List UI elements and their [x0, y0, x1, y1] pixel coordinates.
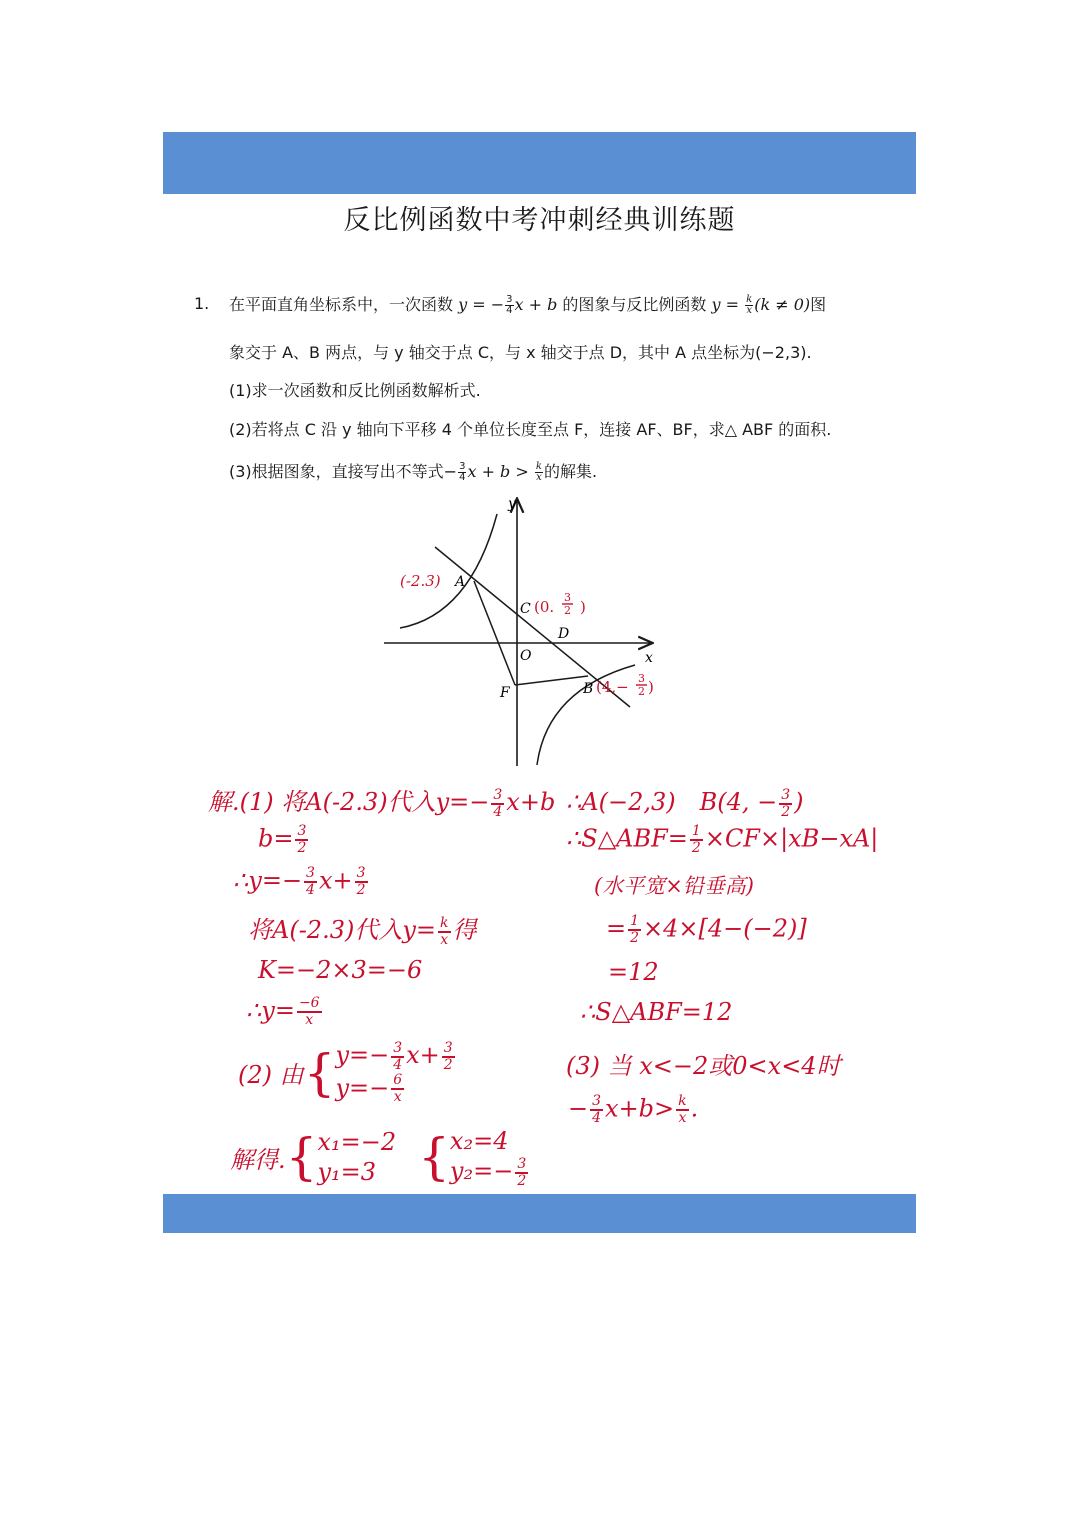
sr1-frac [779, 788, 792, 820]
question-line-5 [229, 459, 597, 483]
point-F-label: F [500, 685, 510, 701]
solution-right-step-6: ∴S△ABF=12 [580, 998, 733, 1026]
sl7-eq2-frac [391, 1073, 404, 1105]
sl7-eq1-num-1: 3 [393, 1039, 403, 1056]
q5-frac-2 [535, 462, 543, 483]
sl7-eq1-a: y=− [335, 1041, 390, 1069]
q5-frac-1 [458, 462, 466, 483]
question-line-4: (2)若将点 C 沿 y 轴向下平移 4 个单位长度至点 F，连接 AF、BF，求△ ABF 的面积. [229, 420, 832, 439]
sl4-frac [438, 916, 450, 948]
sl4-num: k [440, 914, 449, 931]
solution-2-system [238, 1040, 457, 1105]
point-C-label: C [520, 601, 531, 617]
sl4-a: 将A(-2.3)代入y= [248, 916, 437, 944]
x-axis-label: x [645, 650, 653, 666]
q1-text-c: 图 [810, 295, 827, 314]
sl3-den-1: 4 [306, 882, 315, 898]
point-C-coord-num: 3 [564, 591, 571, 604]
solution-right-step-2 [566, 824, 878, 856]
point-B-coord-den: 2 [638, 685, 645, 698]
sr4-b: ×4×[4−(−2)] [643, 914, 807, 943]
footer-band [163, 1194, 916, 1233]
sl7-eq-2 [335, 1073, 456, 1106]
q5-text-c: 的解集. [543, 462, 598, 481]
point-C-coord-den: 2 [564, 604, 571, 617]
question-line-1 [229, 292, 826, 316]
sr2-b: ×CF×|xB−xA| [704, 824, 879, 853]
sl1-b: x+b [506, 788, 556, 816]
sr8-b: x+b> [605, 1094, 675, 1123]
q1-eq1b: x + b [514, 295, 558, 314]
origin-label: O [520, 648, 532, 664]
point-D-label: D [558, 626, 570, 642]
sl4-den: x [440, 931, 449, 948]
solution-1-step-6 [246, 996, 324, 1028]
sl8-y2-den: 2 [517, 1172, 527, 1189]
sl8-y2-num: 3 [517, 1155, 527, 1172]
q1-eq2b: (k ≠ 0) [754, 295, 811, 314]
sr8-num-1: 3 [592, 1093, 602, 1109]
q1-frac-2-num: k [746, 294, 753, 305]
solution-2-roots [230, 1126, 530, 1189]
hyperbola-branch-upper [400, 514, 497, 628]
q1-frac-1-num: 3 [506, 294, 513, 305]
sl8-x1: x₁=−2 [317, 1128, 397, 1157]
question-line-3: (1)求一次函数和反比例函数解析式. [229, 381, 481, 400]
sl2-num: 3 [297, 823, 307, 839]
point-C-coord-a: (0. [534, 598, 555, 616]
sl7-eq1-frac-1 [391, 1041, 404, 1073]
sl6-a: ∴y= [246, 996, 295, 1025]
q5-text-b: x + b > [467, 462, 534, 481]
sl3-b: x+ [318, 866, 353, 895]
solution-right-step-5: =12 [608, 958, 659, 986]
page-title: 反比例函数中考冲刺经典训练题 [343, 205, 736, 236]
sr8-frac-1 [590, 1094, 603, 1126]
sl7-eq2-a: y=− [335, 1073, 390, 1102]
sr1-a: ∴A(−2,3) B(4, − [566, 788, 778, 816]
sl3-frac-2 [355, 866, 368, 898]
sl8-a: 解得. [230, 1145, 286, 1174]
q1-frac-2 [745, 295, 753, 316]
solution-1-step-4 [248, 910, 477, 948]
solution-1-step-5: K=−2×3=−6 [258, 956, 423, 984]
sl2-a: b= [258, 824, 294, 853]
sr2-a: ∴S△ABF= [566, 824, 688, 853]
sl7-eq1-den-1: 4 [393, 1056, 403, 1073]
sl7-eq2-den: x [393, 1089, 402, 1105]
point-A-coord: (-2.3) [400, 572, 441, 590]
sl7-eq-1 [335, 1040, 456, 1073]
point-B-coord-a: (4,− [596, 678, 629, 696]
sr2-frac [690, 824, 703, 856]
q5-frac-1-den: 4 [459, 472, 466, 483]
sr2-num: 1 [691, 823, 701, 839]
sl7-eq1-num-2: 3 [443, 1039, 453, 1056]
q5-frac-2-num: k [535, 461, 542, 472]
solution-1-step-1 [208, 782, 555, 820]
sr8-den-1: 4 [592, 1110, 602, 1126]
sl1-frac [491, 788, 504, 820]
sl8-y2-frac [515, 1157, 528, 1189]
sl6-frac [297, 996, 322, 1028]
sr1-b: ) [794, 788, 804, 816]
q1-eq1a: y = − [458, 295, 505, 314]
sl7-eq1-den-2: 2 [443, 1056, 453, 1073]
question-number: 1. [194, 294, 210, 313]
sr8-den-2: x [678, 1110, 687, 1126]
solution-right-step-1 [566, 782, 804, 820]
sl8-y2-a: y₂=− [449, 1157, 514, 1185]
sl7-eq1-frac-2 [442, 1041, 455, 1073]
q5-text-a: (3)根据图象，直接写出不等式− [229, 462, 458, 481]
solution-1-step-2 [258, 824, 310, 856]
point-B-coord-b: ) [648, 678, 654, 696]
sr4-num: 1 [630, 913, 640, 929]
function-graph [375, 492, 665, 772]
sr8-num-2: k [678, 1093, 687, 1109]
point-C-coord-b: ) [580, 598, 586, 616]
sl6-den: x [305, 1012, 314, 1028]
sl4-b: 得 [452, 916, 477, 944]
sl7-brace: { [303, 1043, 336, 1102]
sl8-system-2 [450, 1126, 530, 1189]
sl8-x2: x₂=4 [449, 1127, 509, 1155]
q1-text-a: 在平面直角坐标系中，一次函数 [229, 295, 459, 314]
sl7-system [335, 1040, 456, 1105]
solution-3-inequality [568, 1094, 698, 1126]
sl8-brace-2: { [418, 1128, 450, 1187]
sl3-a: ∴y=− [233, 866, 303, 895]
sl2-frac [295, 824, 308, 856]
solution-1-step-3 [233, 866, 370, 898]
sr4-den: 2 [630, 930, 640, 946]
sr8-frac-2 [676, 1094, 688, 1126]
point-A-label: A [455, 574, 466, 590]
sl1-den: 4 [493, 803, 503, 820]
q1-frac-1 [505, 295, 513, 316]
sl3-num-1: 3 [306, 865, 315, 881]
q1-eq2a: y = [711, 295, 745, 314]
header-band [163, 132, 916, 194]
sr4-frac [628, 914, 641, 946]
point-B-coord-num: 3 [638, 672, 645, 685]
sl3-frac-1 [304, 866, 317, 898]
sr1-den: 2 [781, 803, 791, 820]
sl2-den: 2 [297, 840, 307, 856]
sl7-eq1-b: x+ [406, 1041, 440, 1069]
q5-frac-1-num: 3 [459, 461, 466, 472]
q5-frac-2-den: x [536, 472, 542, 483]
sl8-y2 [450, 1156, 530, 1189]
sr8-c: . [690, 1094, 699, 1123]
sl8-brace-1: { [285, 1128, 318, 1187]
sr4-a: = [606, 914, 627, 943]
sl7-eq2-num: 6 [393, 1072, 403, 1088]
point-B-label: B [583, 681, 594, 697]
sl6-num: −6 [298, 995, 320, 1011]
sr8-a: − [568, 1094, 589, 1123]
sr1-num: 3 [781, 786, 791, 803]
sl7-a: (2) 由 [238, 1061, 304, 1089]
sl1-num: 3 [493, 786, 503, 803]
sl8-y1: y₁=3 [317, 1158, 377, 1187]
q1-frac-1-den: 4 [506, 305, 513, 316]
sl1-a: 解.(1) 将A(-2.3)代入y=− [208, 788, 490, 816]
solution-right-step-3: (水平宽×铅垂高) [594, 874, 754, 898]
sl3-num-2: 3 [356, 865, 366, 881]
solution-3-condition: (3) 当 x<−2或0<x<4时 [566, 1052, 841, 1080]
y-axis-label: y [508, 496, 516, 512]
q1-frac-2-den: x [746, 305, 752, 316]
solution-right-step-4 [606, 914, 807, 946]
question-line-2: 象交于 A、B 两点，与 y 轴交于点 C，与 x 轴交于点 D，其中 A 点坐标为(−2,3). [229, 343, 812, 362]
q1-text-b: 的图象与反比例函数 [557, 295, 712, 314]
sr2-den: 2 [691, 840, 701, 856]
sl3-den-2: 2 [356, 882, 366, 898]
segment-BF [515, 676, 588, 685]
sl8-system-1 [317, 1127, 396, 1187]
